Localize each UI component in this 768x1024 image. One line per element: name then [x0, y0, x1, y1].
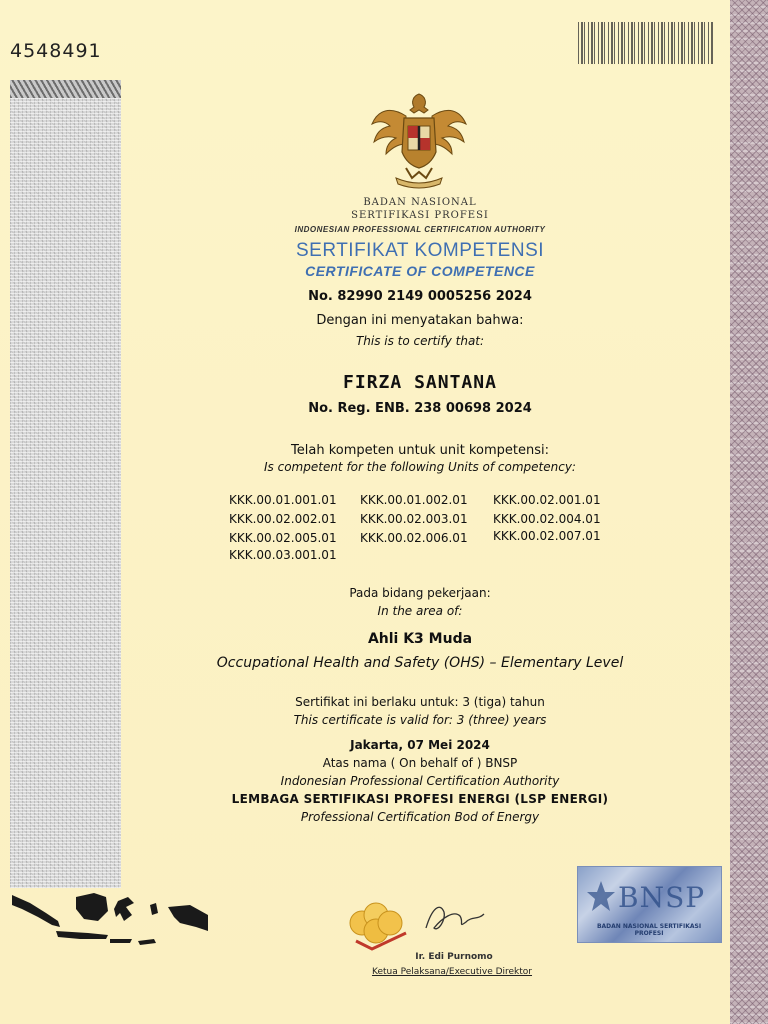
signature-image — [420, 898, 490, 938]
validity-en: This certificate is valid for: 3 (three) years — [293, 713, 547, 727]
certificate-number: No. 82990 2149 0005256 2024 — [308, 289, 532, 304]
job-title-id: Ahli K3 Muda — [367, 631, 473, 647]
indonesia-map-icon — [10, 887, 210, 955]
competency-unit: KKK.00.03.001.01 — [229, 548, 337, 562]
barcode — [578, 22, 714, 64]
garuda-emblem-icon — [366, 86, 472, 192]
competency-unit: KKK.00.01.001.01 — [229, 493, 337, 507]
place-and-date: Jakarta, 07 Mei 2024 — [350, 738, 490, 752]
signatory-name: Ir. Edi Purnomo — [415, 952, 493, 962]
bnsp-hologram — [577, 866, 722, 943]
registration-number: No. Reg. ENB. 238 00698 2024 — [308, 401, 532, 416]
area-heading-id: Pada bidang pekerjaan: — [349, 586, 491, 600]
competency-unit: KKK.00.02.001.01 — [493, 493, 601, 507]
certificate-title-en: CERTIFICATE OF COMPETENCE — [305, 263, 535, 279]
bnsp-caption: BADAN NASIONAL SERTIFIKASI PROFESI — [596, 923, 702, 937]
competency-unit: KKK.00.02.003.01 — [360, 512, 468, 526]
competency-unit: KKK.00.02.006.01 — [360, 531, 468, 545]
declaration-id: Dengan ini menyatakan bahwa: — [316, 313, 524, 328]
area-heading-en: In the area of: — [377, 604, 463, 618]
serial-number: 4548491 — [10, 40, 102, 62]
authority-en: Indonesian Professional Certification Authority — [280, 774, 560, 788]
certificate-title: SERTIFIKAT KOMPETENSI — [295, 240, 545, 261]
signatory-title: Ketua Pelaksana/Executive Direktor — [371, 967, 533, 977]
left-security-strip-header — [10, 80, 121, 98]
holder-name: FIRZA SANTANA — [343, 372, 497, 393]
competency-unit: KKK.00.02.005.01 — [229, 531, 337, 545]
on-behalf: Atas nama ( On behalf of ) BNSP — [322, 756, 518, 770]
job-title-en: Occupational Health and Safety (OHS) – Elementary Level — [216, 655, 624, 671]
competency-unit: KKK.00.02.002.01 — [229, 512, 337, 526]
star-emblem-icon — [586, 879, 616, 913]
units-heading-id: Telah kompeten untuk unit kompetensi: — [291, 443, 549, 458]
left-security-strip — [10, 80, 121, 888]
agency-name-line1: BADAN NASIONAL — [363, 197, 477, 208]
validity-id: Sertifikat ini berlaku untuk: 3 (tiga) tahun — [295, 695, 545, 709]
units-heading-en: Is competent for the following Units of competency: — [264, 460, 576, 474]
competency-unit: KKK.00.02.007.01 — [493, 529, 601, 543]
agency-name-en: INDONESIAN PROFESSIONAL CERTIFICATION AUTHORITY — [294, 225, 546, 234]
declaration-en: This is to certify that: — [355, 334, 485, 348]
agency-name-line2: SERTIFIKASI PROFESI — [351, 210, 489, 221]
competency-unit: KKK.00.02.004.01 — [493, 512, 601, 526]
bnsp-logo-text: BNSP — [618, 881, 706, 914]
competency-unit: KKK.00.01.002.01 — [360, 493, 468, 507]
lsp-energi-logo-icon — [340, 893, 418, 953]
lsp-name-en: Professional Certification Bod of Energy — [300, 810, 540, 824]
lsp-name: LEMBAGA SERTIFIKASI PROFESI ENERGI (LSP ENERGI) — [231, 792, 609, 806]
right-security-border — [730, 0, 768, 1024]
